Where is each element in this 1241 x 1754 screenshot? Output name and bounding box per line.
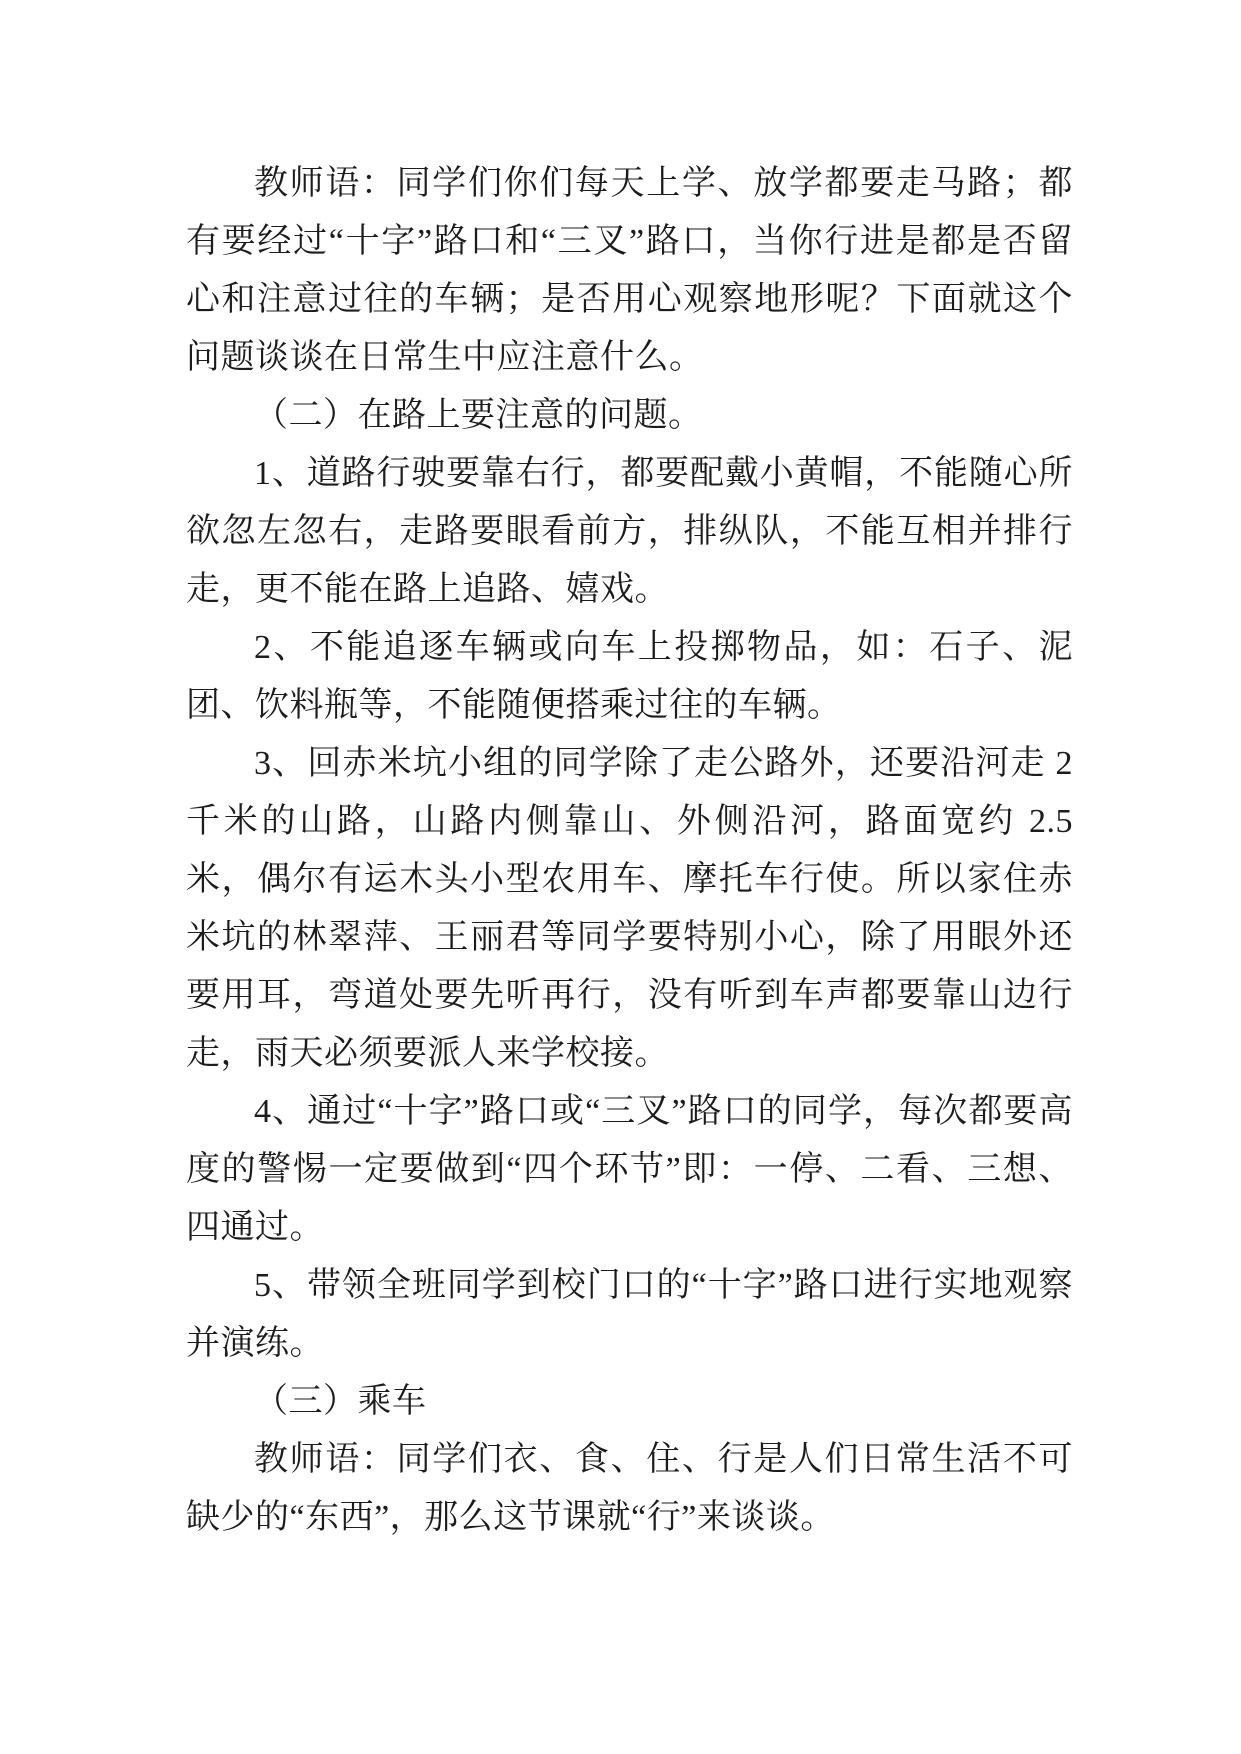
paragraph-teacher-intro: 教师语：同学们你们每天上学、放学都要走马路；都有要经过“十字”路口和“三叉”路口，当你行进是都是否留心和注意过往的车辆；是否用心观察地形呢？下面就这个问题谈谈在日常生中应注意什么。 bbox=[186, 165, 1073, 376]
paragraph-rule-5-field-practice: 5、带领全班同学到校门口的“十字”路口进行实地观察并演练。 bbox=[186, 1267, 1073, 1362]
section-heading-2-on-road-issues: （二）在路上要注意的问题。 bbox=[254, 397, 703, 434]
paragraph-rule-4-crossing-intersections: 4、通过“十字”路口或“三叉”路口的同学，每次都要高度的警惕一定要做到“四个环节”即：一停、二看、三想、四通过。 bbox=[186, 1093, 1073, 1246]
paragraph-rule-3-chimikeng-mountain-road: 3、回赤米坑小组的同学除了走公路外，还要沿河走 2 千米的山路，山路内侧靠山、外侧沿河，路面宽约 2.5 米，偶尔有运木头小型农用车、摩托车行使。所以家住赤米坑的林翠萍、王丽君等同学要特别小心，除了用眼外还要用耳，弯道处要先听再行，没有听到车声都要靠山边行走，雨天必须要派人来学校接。 bbox=[186, 745, 1073, 1072]
paragraph-rule-2-no-chasing-vehicles: 2、不能追逐车辆或向车上投掷物品，如：石子、泥团、饮料瓶等，不能随便搭乘过往的车辆。 bbox=[186, 629, 1073, 724]
paragraph-rule-1-keep-right: 1、道路行驶要靠右行，都要配戴小黄帽，不能随心所欲忽左忽右，走路要眼看前方，排纵队，不能互相并排行走，更不能在路上追路、嬉戏。 bbox=[186, 455, 1073, 608]
section-heading-3-taking-vehicles: （三）乘车 bbox=[254, 1383, 427, 1420]
paragraph-teacher-intro-transport: 教师语：同学们衣、食、住、行是人们日常生活不可缺少的“东西”，那么这节课就“行”来谈谈。 bbox=[186, 1441, 1073, 1536]
document-body bbox=[186, 155, 1073, 1547]
